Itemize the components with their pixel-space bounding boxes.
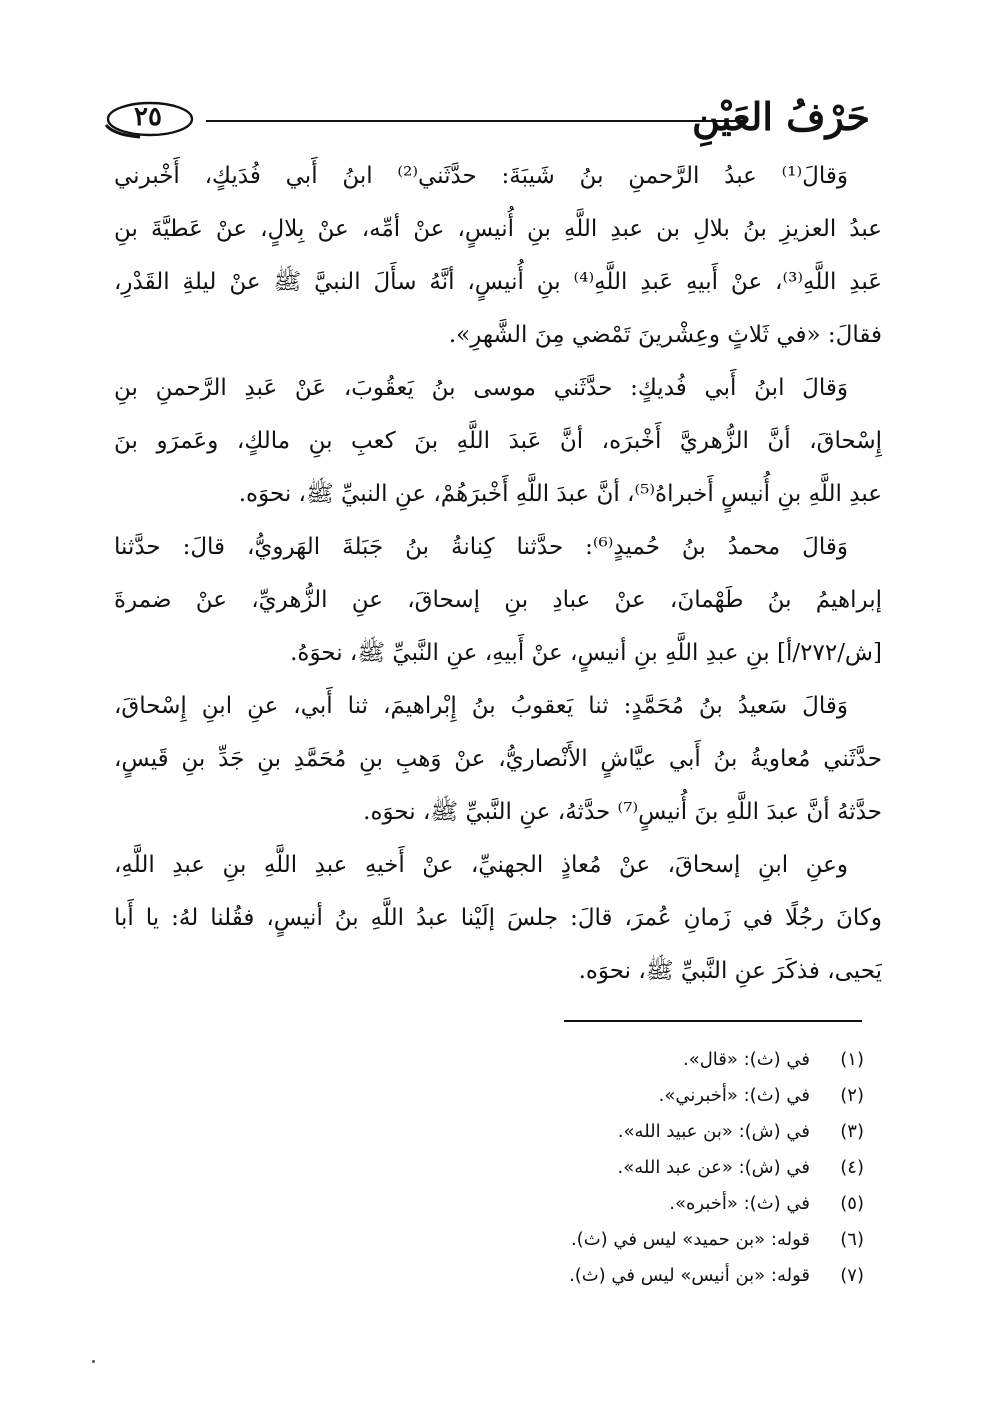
footnote-text: في (ش): «بن عبيد الله». (617, 1121, 810, 1142)
footnote-number: (٦) (840, 1229, 864, 1250)
footnote-number: (٣) (840, 1121, 864, 1142)
footnote-number: (٤) (840, 1157, 864, 1178)
footnote-number: (٧) (840, 1265, 864, 1286)
footnote-text: في (ث): «أخبرني». (658, 1085, 810, 1106)
text-line: [ش/٢٧٢/أ] بنِ عبدِ اللَّهِ بنِ أنيسٍ، عنْ أَبيهِ، عنِ النَّبيِّ ﷺ، نحوَهُ. (290, 640, 882, 666)
footnotes (264, 1042, 864, 1294)
footnote-text: في (ث): «أخبره». (669, 1193, 810, 1214)
text-line: عبدِ اللَّهِ بنِ أُنيسٍ أَخبراهُ⁽⁵⁾، أنَّ عبدَ اللَّهِ أَخْبرَهُمْ، عنِ النبيِّ ﷺ، نحوَه. (238, 481, 882, 507)
footnote-separator (564, 1020, 862, 1022)
text-line: فقالَ: «في ثَلاثٍ وعِشْرينَ تَمْضي مِنَ الشَّهرِ». (448, 322, 882, 348)
footnote-7 (264, 1258, 864, 1294)
text-line: إبراهيمُ بنُ طَهْمانَ، عنْ عبادِ بنِ إسحاقَ، عنِ الزُّهريِّ، عنْ ضمرةَ (114, 587, 882, 613)
page-number: ٢٥ (134, 102, 162, 132)
paragraph-3 (114, 521, 882, 680)
footnote-number: (١) (840, 1049, 864, 1070)
footnote-3 (264, 1114, 864, 1150)
footnote-2 (264, 1078, 864, 1114)
footnote-1 (264, 1042, 864, 1078)
text-line: إِسْحاقَ، أنَّ الزُّهريَّ أَخْبرَه، أنَّ عَبدَ اللَّهِ بنَ كعبِ بنِ مالكٍ، وعَمرَو بنَ (114, 428, 882, 454)
text-line: وَقالَ محمدُ بنُ حُميدٍ⁽⁶⁾: حدَّثنا كِنانةُ بنُ جَبَلةَ الهَرويُّ، قالَ: حدَّثنا (114, 534, 848, 560)
text-line: وكانَ رجُلًا في زَمانِ عُمرَ، قالَ: جلسَ إلَيْنا عبدُ اللَّهِ بنُ أنيسٍ، فقُلنا لهُ: يا أَبا (114, 905, 882, 931)
footnote-text: في (ث): «قال». (682, 1049, 810, 1070)
paragraph-5 (114, 839, 882, 998)
footnote-6 (264, 1222, 864, 1258)
footnote-5 (264, 1186, 864, 1222)
text-line: حدَّثهُ أنَّ عبدَ اللَّهِ بنَ أُنيسٍ⁽⁷⁾ حدَّثهُ، عنِ النَّبيِّ ﷺ، نحوَه. (363, 799, 882, 825)
page-number-badge (100, 95, 196, 141)
main-text (114, 150, 882, 998)
text-line: عبدُ العزيزِ بنُ بلالِ بن عبدِ اللَّهِ بنِ أُنيسٍ، عنْ أمِّه، عنْ بِلالٍ، عنْ عَطيَّةَ بنِ (114, 216, 882, 242)
paragraph-4 (114, 680, 882, 839)
text-line: يَحيى، فذكَرَ عنِ النَّبيِّ ﷺ، نحوَه. (578, 958, 882, 984)
footnote-text: في (ش): «عن عبد الله». (617, 1157, 810, 1178)
footnote-text: قوله: «بن حميد» ليس في (ث). (570, 1229, 810, 1250)
text-line: وَقالَ سَعيدُ بنُ مُحَمَّدٍ: ثنا يَعقوبُ بنُ إِبْراهيمَ، ثنا أَبي، عنِ ابنِ إِسْحاقَ، (114, 693, 848, 719)
footnote-number: (٥) (840, 1193, 864, 1214)
scan-speck (92, 1360, 95, 1363)
paragraph-2 (114, 362, 882, 521)
running-head: حَرْفُ العَيْنِ (692, 94, 870, 139)
text-line: وَقالَ ابنُ أَبي فُديكٍ: حدَّثَني موسى بنُ يَعقُوبَ، عَنْ عَبدِ الرَّحمنِ بنِ (114, 375, 848, 401)
text-line: حدَّثَني مُعاويةُ بنُ أَبي عيَّاشٍ الأَنْصاريُّ، عنْ وَهبِ بنِ مُحَمَّدِ بنِ جَدِّ بنِ قَيسٍ، (114, 746, 882, 772)
footnote-4 (264, 1150, 864, 1186)
footnote-number: (٢) (840, 1085, 864, 1106)
text-line: وَقالَ⁽¹⁾ عبدُ الرَّحمنِ بنُ شَيبَةَ: حدَّثَني⁽²⁾ ابنُ أَبي فُدَيكٍ، أَخْبرني (114, 163, 848, 189)
paragraph-1 (114, 150, 882, 362)
text-line: وعنِ ابنِ إسحاقَ، عنْ مُعاذٍ الجهنيِّ، عنْ أَخيهِ عبدِ اللَّهِ بنِ عبدِ اللَّهِ، (114, 852, 848, 878)
text-line: عَبدِ اللَّهِ⁽³⁾، عنْ أَبيهِ عَبدِ اللَّهِ⁽⁴⁾ بنِ أُنيسٍ، أنَّهُ سأَلَ النبيَّ ﷺ عنْ ليلةِ القَدْرِ، (114, 269, 882, 295)
header-rule (206, 120, 748, 122)
footnote-text: قوله: «بن أنيس» ليس في (ث). (568, 1265, 810, 1286)
